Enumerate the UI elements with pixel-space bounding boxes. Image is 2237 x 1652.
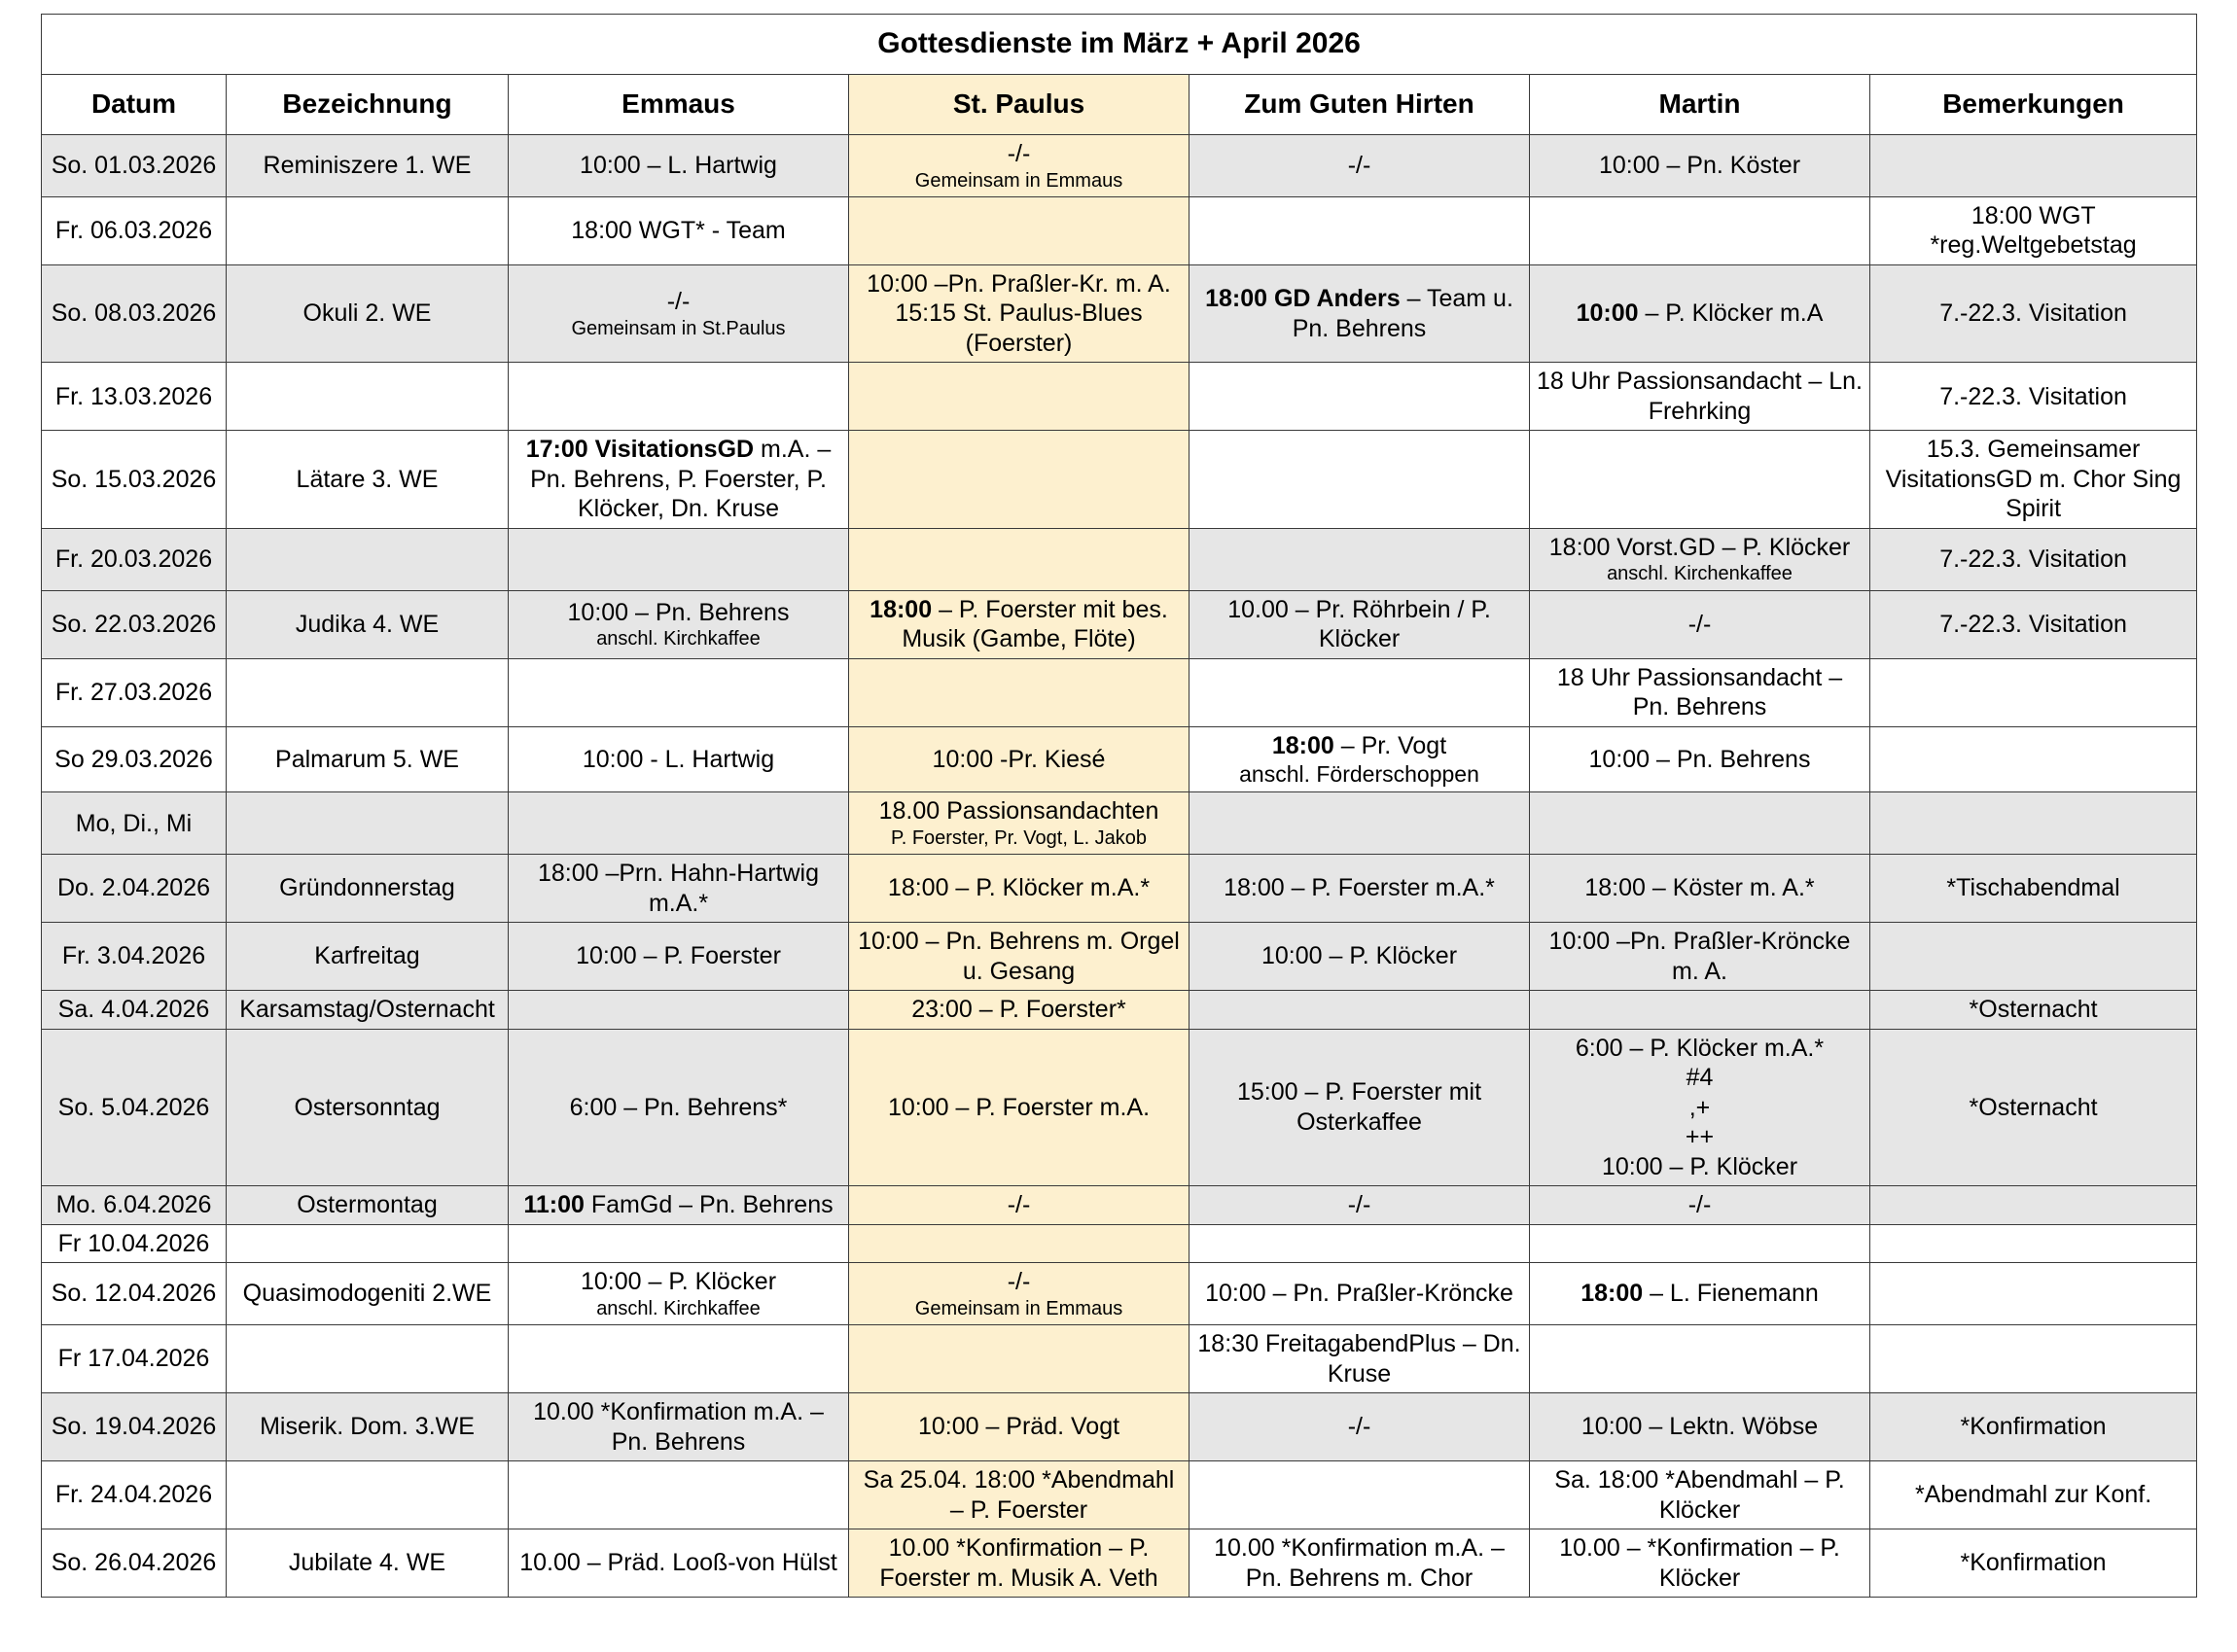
bem-line-2: *reg.Weltgebetstag (1930, 231, 2137, 260)
hirten-bold: 18:00 (1271, 731, 1334, 759)
emmaus-rest: m.A. – Pn. Behrens, P. Foerster, P. Klöcker, Dn. Kruse (530, 436, 832, 523)
cell-martin: 18 Uhr Passionsandacht – Ln. Frehrking (1530, 363, 1870, 431)
cell-zum-guten-hirten (1190, 196, 1530, 264)
cell-bemerkungen: *Konfirmation (1870, 1393, 2197, 1461)
hirten-rest: – Pr. Vogt (1333, 731, 1447, 759)
cell-bezeichnung: Jubilate 4. WE (227, 1529, 509, 1598)
cell-martin: 10:00 – Pn. Behrens (1530, 726, 1870, 792)
emmaus-rest: FamGd – Pn. Behrens (584, 1191, 834, 1219)
cell-bemerkungen (1870, 923, 2197, 991)
table-row (42, 196, 2197, 264)
cell-bezeichnung: Karfreitag (227, 923, 509, 991)
cell-zum-guten-hirten (1190, 363, 1530, 431)
martin-rest: – P. Klöcker m.A (1638, 299, 1824, 328)
cell-bemerkungen (1870, 1325, 2197, 1393)
cell-zum-guten-hirten: 10:00 – P. Klöcker (1190, 923, 1530, 991)
cell-st-paulus (849, 1325, 1190, 1393)
cell-bezeichnung: Karsamstag/Osternacht (227, 991, 509, 1030)
cell-zum-guten-hirten: 10:00 – Pn. Praßler-Kröncke (1190, 1263, 1530, 1325)
cell-main-text: -/- (1007, 1268, 1031, 1296)
cell-bezeichnung: Lätare 3. WE (227, 431, 509, 529)
cell-bemerkungen: 15.3. Gemeinsamer VisitationsGD m. Chor Sing Spirit (1870, 431, 2197, 529)
cell-bezeichnung: Ostermontag (227, 1186, 509, 1225)
cell-st-paulus: 10:00 – Pn. Behrens m. Orgel u. Gesang (849, 923, 1190, 991)
cell-st-paulus (849, 431, 1190, 529)
paulus-line-2: 15:15 St. Paulus-Blues (Foerster) (895, 299, 1143, 357)
martin-line-1: 6:00 – P. Klöcker m.A.* (1575, 1034, 1825, 1062)
cell-emmaus (509, 528, 849, 590)
cell-st-paulus (849, 658, 1190, 726)
cell-emmaus: 10:00 – P. Foerster (509, 923, 849, 991)
cell-datum: Do. 2.04.2026 (42, 855, 227, 923)
bem-line-1: 18:00 WGT (1971, 201, 2096, 229)
cell-martin (1530, 1224, 1870, 1263)
cell-emmaus (509, 590, 849, 658)
cell-bezeichnung: Reminiszere 1. WE (227, 135, 509, 197)
cell-bemerkungen (1870, 658, 2197, 726)
cell-st-paulus: 10:00 -Pr. Kiesé (849, 726, 1190, 792)
martin-line-5: 10:00 – P. Klöcker (1601, 1152, 1798, 1180)
cell-datum: Fr. 06.03.2026 (42, 196, 227, 264)
cell-emmaus: 10:00 - L. Hartwig (509, 726, 849, 792)
cell-martin: -/- (1530, 590, 1870, 658)
column-header-bemerkungen: Bemerkungen (1870, 75, 2197, 135)
cell-st-paulus (849, 590, 1190, 658)
cell-martin: 18:00 – Köster m. A.* (1530, 855, 1870, 923)
cell-main-text: 10:00 – Pn. Behrens (567, 598, 790, 626)
cell-zum-guten-hirten (1190, 431, 1530, 529)
cell-emmaus (509, 1224, 849, 1263)
cell-st-paulus (849, 1263, 1190, 1325)
cell-emmaus: 6:00 – Pn. Behrens* (509, 1029, 849, 1186)
cell-emmaus: 18:00 –Prn. Hahn-Hartwig m.A.* (509, 855, 849, 923)
cell-bezeichnung: Palmarum 5. WE (227, 726, 509, 792)
page-title: Gottesdienste im März + April 2026 (42, 15, 2197, 75)
table-row (42, 1186, 2197, 1225)
table-row (42, 264, 2197, 363)
cell-martin (1530, 431, 1870, 529)
cell-zum-guten-hirten (1190, 528, 1530, 590)
cell-martin: 18 Uhr Passionsandacht – Pn. Behrens (1530, 658, 1870, 726)
cell-datum: So. 01.03.2026 (42, 135, 227, 197)
cell-bemerkungen (1870, 196, 2197, 264)
cell-datum: So. 5.04.2026 (42, 1029, 227, 1186)
cell-bezeichnung (227, 658, 509, 726)
cell-sub-text: P. Foerster, Pr. Vogt, L. Jakob (890, 826, 1148, 849)
martin-line-2: #4 (1686, 1064, 1714, 1092)
cell-st-paulus (849, 135, 1190, 197)
cell-bezeichnung (227, 363, 509, 431)
cell-emmaus (509, 431, 849, 529)
cell-datum: Sa. 4.04.2026 (42, 991, 227, 1030)
table-row (42, 135, 2197, 197)
cell-datum: Fr. 27.03.2026 (42, 658, 227, 726)
cell-bemerkungen (1870, 1186, 2197, 1225)
cell-bemerkungen (1870, 1224, 2197, 1263)
table-row (42, 1529, 2197, 1598)
cell-datum: So. 22.03.2026 (42, 590, 227, 658)
cell-zum-guten-hirten: 10.00 – Pr. Röhrbein / P. Klöcker (1190, 590, 1530, 658)
cell-st-paulus: 10:00 – Präd. Vogt (849, 1393, 1190, 1461)
column-header-zum-guten-hirten: Zum Guten Hirten (1190, 75, 1530, 135)
cell-emmaus (509, 991, 849, 1030)
cell-st-paulus (849, 792, 1190, 855)
table-row (42, 991, 2197, 1030)
cell-bezeichnung (227, 1224, 509, 1263)
martin-rest: – L. Fienemann (1643, 1280, 1819, 1308)
table-row (42, 590, 2197, 658)
cell-martin (1530, 264, 1870, 363)
cell-zum-guten-hirten (1190, 658, 1530, 726)
table-row (42, 431, 2197, 529)
cell-martin: Sa. 18:00 *Abendmahl – P. Klöcker (1530, 1461, 1870, 1529)
cell-bezeichnung (227, 792, 509, 855)
cell-bemerkungen: 7.-22.3. Visitation (1870, 363, 2197, 431)
cell-bezeichnung: Okuli 2. WE (227, 264, 509, 363)
table-title-row (42, 15, 2197, 75)
emmaus-bold: 17:00 VisitationsGD (525, 436, 755, 464)
cell-emmaus (509, 264, 849, 363)
cell-bemerkungen: *Abendmahl zur Konf. (1870, 1461, 2197, 1529)
cell-bemerkungen (1870, 726, 2197, 792)
paulus-rest: – P. Foerster mit bes. Musik (Gambe, Flöte) (902, 595, 1168, 653)
cell-bezeichnung (227, 1325, 509, 1393)
cell-datum: So. 12.04.2026 (42, 1263, 227, 1325)
column-header-st-paulus: St. Paulus (849, 75, 1190, 135)
cell-sub-text: anschl. Förderschoppen (1239, 761, 1479, 788)
cell-bemerkungen (1870, 792, 2197, 855)
cell-sub-text: Gemeinsam in Emmaus (914, 1297, 1123, 1319)
cell-martin (1530, 196, 1870, 264)
cell-st-paulus: -/- (849, 1186, 1190, 1225)
cell-zum-guten-hirten: 15:00 – P. Foerster mit Osterkaffee (1190, 1029, 1530, 1186)
cell-st-paulus: 10:00 – P. Foerster m.A. (849, 1029, 1190, 1186)
cell-datum: Mo. 6.04.2026 (42, 1186, 227, 1225)
cell-bezeichnung (227, 196, 509, 264)
paulus-bold: 18:00 (870, 595, 933, 623)
cell-sub-text: Gemeinsam in Emmaus (914, 169, 1123, 192)
cell-datum: So. 19.04.2026 (42, 1393, 227, 1461)
cell-st-paulus (849, 363, 1190, 431)
cell-emmaus (509, 792, 849, 855)
cell-zum-guten-hirten (1190, 991, 1530, 1030)
cell-datum: Fr. 13.03.2026 (42, 363, 227, 431)
cell-sub-text: anschl. Kirchkaffee (596, 1297, 761, 1319)
cell-main-text: -/- (666, 288, 691, 316)
cell-martin: -/- (1530, 1186, 1870, 1225)
cell-datum: Fr 17.04.2026 (42, 1325, 227, 1393)
cell-martin: 10:00 – Pn. Köster (1530, 135, 1870, 197)
service-schedule-table (41, 14, 2197, 1598)
cell-st-paulus: 23:00 – P. Foerster* (849, 991, 1190, 1030)
column-header-martin: Martin (1530, 75, 1870, 135)
table-row (42, 1461, 2197, 1529)
cell-datum: So 29.03.2026 (42, 726, 227, 792)
cell-bezeichnung (227, 528, 509, 590)
table-row (42, 1325, 2197, 1393)
table-row (42, 792, 2197, 855)
cell-emmaus (509, 658, 849, 726)
cell-emmaus (509, 1186, 849, 1225)
cell-zum-guten-hirten: -/- (1190, 135, 1530, 197)
cell-datum: Fr. 20.03.2026 (42, 528, 227, 590)
cell-martin (1530, 528, 1870, 590)
table-row (42, 855, 2197, 923)
emmaus-bold: 11:00 (523, 1191, 585, 1219)
table-row (42, 923, 2197, 991)
cell-martin (1530, 1263, 1870, 1325)
cell-st-paulus (849, 528, 1190, 590)
hirten-rest: – Team u. Pn. Behrens (1292, 285, 1513, 342)
cell-martin (1530, 792, 1870, 855)
table-row (42, 1029, 2197, 1186)
cell-bemerkungen: *Osternacht (1870, 991, 2197, 1030)
cell-st-paulus (849, 1224, 1190, 1263)
cell-bemerkungen: 7.-22.3. Visitation (1870, 264, 2197, 363)
cell-bemerkungen: *Konfirmation (1870, 1529, 2197, 1598)
cell-bezeichnung: Judika 4. WE (227, 590, 509, 658)
table-row (42, 363, 2197, 431)
table-row (42, 528, 2197, 590)
cell-martin (1530, 1325, 1870, 1393)
cell-zum-guten-hirten (1190, 726, 1530, 792)
table-row (42, 1263, 2197, 1325)
cell-emmaus: 18:00 WGT* - Team (509, 196, 849, 264)
cell-st-paulus: Sa 25.04. 18:00 *Abendmahl – P. Foerster (849, 1461, 1190, 1529)
cell-bezeichnung: Quasimodogeniti 2.WE (227, 1263, 509, 1325)
cell-bemerkungen (1870, 1263, 2197, 1325)
cell-zum-guten-hirten (1190, 1461, 1530, 1529)
cell-zum-guten-hirten: -/- (1190, 1393, 1530, 1461)
cell-datum: So. 15.03.2026 (42, 431, 227, 529)
cell-zum-guten-hirten (1190, 1224, 1530, 1263)
column-header-datum: Datum (42, 75, 227, 135)
table-row (42, 658, 2197, 726)
cell-bemerkungen (1870, 135, 2197, 197)
cell-datum: Fr. 3.04.2026 (42, 923, 227, 991)
cell-datum: Mo, Di., Mi (42, 792, 227, 855)
cell-zum-guten-hirten (1190, 264, 1530, 363)
paulus-line-1: 10:00 –Pn. Praßler-Kr. m. A. (867, 269, 1171, 298)
table-row (42, 726, 2197, 792)
cell-bezeichnung: Miserik. Dom. 3.WE (227, 1393, 509, 1461)
cell-datum: Fr 10.04.2026 (42, 1224, 227, 1263)
cell-datum: So. 08.03.2026 (42, 264, 227, 363)
cell-emmaus (509, 1263, 849, 1325)
cell-zum-guten-hirten: -/- (1190, 1186, 1530, 1225)
cell-st-paulus (849, 264, 1190, 363)
cell-main-text: -/- (1007, 140, 1031, 167)
cell-martin: 10:00 – Lektn. Wöbse (1530, 1393, 1870, 1461)
cell-bemerkungen: *Osternacht (1870, 1029, 2197, 1186)
cell-emmaus (509, 363, 849, 431)
cell-martin: 10.00 – *Konfirmation – P. Klöcker (1530, 1529, 1870, 1598)
cell-st-paulus (849, 196, 1190, 264)
cell-datum: So. 26.04.2026 (42, 1529, 227, 1598)
cell-zum-guten-hirten: 18:30 FreitagabendPlus – Dn. Kruse (1190, 1325, 1530, 1393)
cell-bezeichnung (227, 1461, 509, 1529)
cell-emmaus: 10.00 – Präd. Looß-von Hülst (509, 1529, 849, 1598)
martin-line-3: ,+ (1688, 1093, 1711, 1121)
cell-bemerkungen: 7.-22.3. Visitation (1870, 590, 2197, 658)
table-row (42, 1224, 2197, 1263)
cell-sub-text: Gemeinsam in St.Paulus (571, 317, 786, 339)
cell-emmaus: 10.00 *Konfirmation m.A. – Pn. Behrens (509, 1393, 849, 1461)
martin-bold: 10:00 (1576, 299, 1639, 328)
cell-bezeichnung: Ostersonntag (227, 1029, 509, 1186)
hirten-bold: 18:00 GD Anders (1205, 285, 1401, 313)
martin-bold: 18:00 (1580, 1280, 1644, 1308)
cell-emmaus (509, 1461, 849, 1529)
cell-bemerkungen: 7.-22.3. Visitation (1870, 528, 2197, 590)
cell-datum: Fr. 24.04.2026 (42, 1461, 227, 1529)
cell-main-text: 10:00 – P. Klöcker (580, 1268, 777, 1296)
table-header-row (42, 75, 2197, 135)
cell-martin (1530, 1029, 1870, 1186)
cell-zum-guten-hirten (1190, 792, 1530, 855)
table-row (42, 1393, 2197, 1461)
cell-sub-text: anschl. Kirchenkaffee (1607, 563, 1793, 585)
column-header-emmaus: Emmaus (509, 75, 849, 135)
martin-line-4: ++ (1685, 1123, 1715, 1151)
column-header-bezeichnung: Bezeichnung (227, 75, 509, 135)
cell-zum-guten-hirten: 18:00 – P. Foerster m.A.* (1190, 855, 1530, 923)
cell-martin: 10:00 –Pn. Praßler-Kröncke m. A. (1530, 923, 1870, 991)
cell-main-text: 18:00 Vorst.GD – P. Klöcker (1548, 533, 1851, 561)
cell-st-paulus: 18:00 – P. Klöcker m.A.* (849, 855, 1190, 923)
cell-emmaus (509, 1325, 849, 1393)
cell-emmaus: 10:00 – L. Hartwig (509, 135, 849, 197)
cell-bezeichnung: Gründonnerstag (227, 855, 509, 923)
cell-sub-text: anschl. Kirchkaffee (596, 628, 761, 650)
cell-st-paulus: 10.00 *Konfirmation – P. Foerster m. Musik A. Veth (849, 1529, 1190, 1598)
cell-martin (1530, 991, 1870, 1030)
cell-bemerkungen: *Tischabendmal (1870, 855, 2197, 923)
cell-zum-guten-hirten: 10.00 *Konfirmation m.A. – Pn. Behrens m. Chor (1190, 1529, 1530, 1598)
cell-main-text: 18.00 Passionsandachten (878, 797, 1159, 826)
